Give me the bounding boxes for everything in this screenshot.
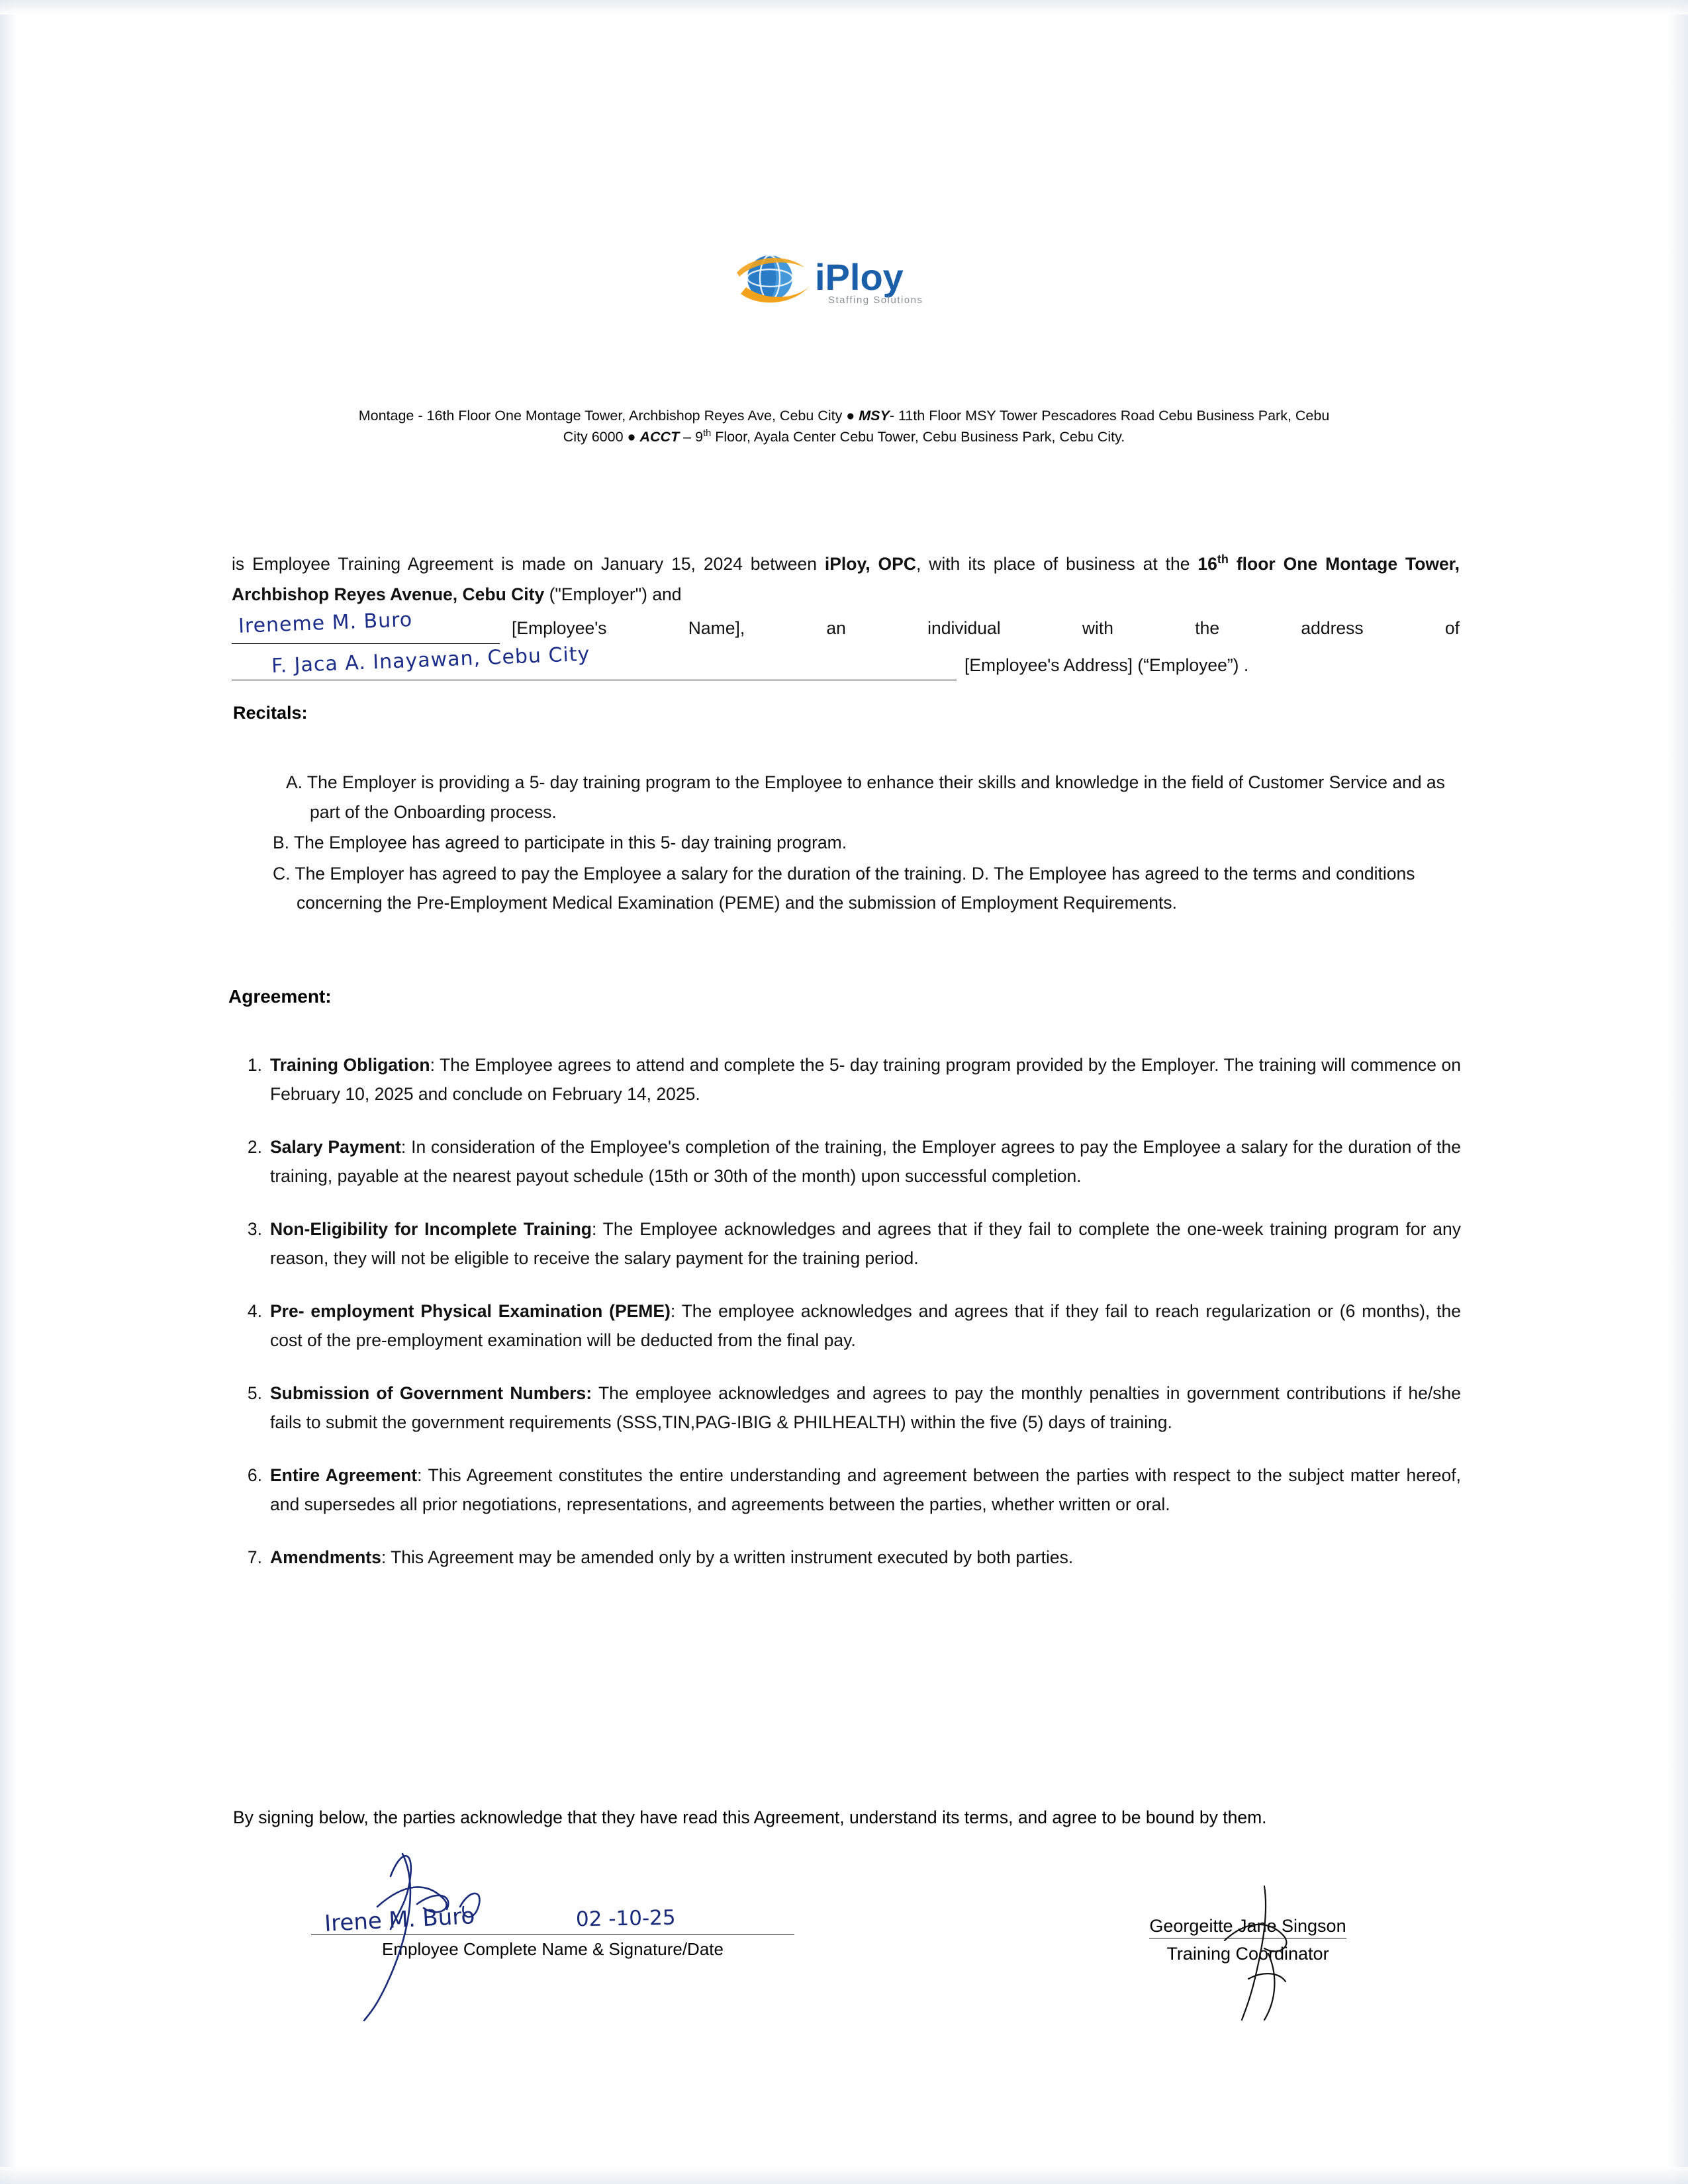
clause-2-text: : In consideration of the Employee's completion of the training, the Employer agrees to pay the Employee a salary for the duration of the training, payable at the nearest payout schedule (15th or 30th of the month) upon successful completion. bbox=[270, 1136, 1461, 1186]
scan-edge-right bbox=[1668, 0, 1688, 2184]
clause-5 bbox=[233, 1379, 1461, 1437]
employee-signature-line[interactable] bbox=[311, 1889, 794, 1935]
employee-signature-date: 02 -10-25 bbox=[575, 1905, 676, 1932]
clause-7-text: : This Agreement may be amended only by a written instrument executed by both parties. bbox=[381, 1547, 1074, 1567]
clause-5-number: 5. bbox=[247, 1383, 262, 1403]
recital-item-b: B. The Employee has agreed to participate in this 5- day training program. bbox=[273, 833, 847, 853]
clause-6-title: Entire Agreement bbox=[270, 1465, 418, 1485]
clause-1-number: 1. bbox=[247, 1055, 262, 1075]
logo-tagline: Staffing Solutions bbox=[828, 295, 923, 306]
agreement-heading: Agreement: bbox=[228, 986, 332, 1007]
addr-acct-text2: Floor, Ayala Center Cebu Tower, Cebu Business Park, Cebu City. bbox=[711, 429, 1125, 445]
intro-company: iPloy, OPC bbox=[824, 554, 916, 574]
intro-paragraph bbox=[232, 549, 1460, 680]
clause-2 bbox=[233, 1133, 1461, 1191]
clause-6-number: 6. bbox=[247, 1465, 262, 1485]
intro-address-1: 16 bbox=[1197, 554, 1217, 574]
scan-edge-top bbox=[0, 0, 1688, 15]
employee-signature-handwriting: Irene M. Buro bbox=[324, 1903, 476, 1937]
clause-3-number: 3. bbox=[247, 1218, 262, 1239]
employee-signature-caption: Employee Complete Name & Signature/Date bbox=[382, 1939, 724, 1959]
employee-address-handwriting: F. Jaca A. Inayawan, Cebu City bbox=[271, 642, 590, 678]
clause-4-text: : The employee acknowledges and agrees that if they fail to reach regularization or (6 months), the cost of the pre-employment examination will be deducted from the final pay. bbox=[270, 1300, 1461, 1350]
intro-part4: [Employee's Name], an individual with the address of bbox=[512, 618, 1460, 639]
clause-2-number: 2. bbox=[247, 1136, 262, 1157]
clause-1-text: : The Employee agrees to attend and complete the 5- day training program provided by the Employer. The training will commence on February 10, 2025 and conclude on February 14, 2025. bbox=[270, 1055, 1462, 1104]
addr-montage-text: - 16th Floor One Montage Tower, Archbishop Reyes Ave, Cebu City ● bbox=[414, 408, 859, 424]
globe-swoosh-icon bbox=[737, 255, 811, 302]
clause-7-title: Amendments bbox=[270, 1547, 381, 1567]
clause-6-text: : This Agreement constitutes the entire understanding and agreement between the parties with respect to the subject matter hereof, and supersedes all prior negotiations, representations, and agreements between the parties, whether written or oral. bbox=[270, 1465, 1462, 1514]
logo-brand-text: iPloy bbox=[815, 256, 904, 298]
addr-msy-label: MSY bbox=[859, 408, 890, 424]
recital-item-a: A. The Employer is providing a 5- day training program to the Employee to enhance their skills and knowledge in the field of Customer Service and as part of the Onboarding process. bbox=[286, 772, 1445, 822]
intro-address-2: floor One Montage Tower, Archbishop Reyes Avenue, Cebu City bbox=[232, 554, 1460, 604]
clause-7-number: 7. bbox=[247, 1547, 262, 1567]
clause-5-text: The employee acknowledges and agrees to pay the monthly penalties in government contributions if he/she fails to submit the government requirements (SSS,TIN,PAG-IBIG & PHILHEALTH) within the five (5) days of training. bbox=[270, 1383, 1461, 1432]
clause-3-title: Non-Eligibility for Incomplete Training bbox=[270, 1218, 592, 1239]
scan-edge-bottom bbox=[0, 2167, 1688, 2184]
clause-1 bbox=[233, 1051, 1461, 1109]
coordinator-signature-block bbox=[1099, 1916, 1397, 1964]
iploy-logo bbox=[731, 245, 950, 324]
intro-part2: , with its place of business at the bbox=[915, 554, 1198, 574]
recitals-heading: Recitals: bbox=[233, 703, 308, 723]
addr-acct-label: ACCT bbox=[639, 429, 680, 445]
clause-1-title: Training Obligation bbox=[270, 1055, 430, 1075]
agreement-clauses bbox=[233, 1051, 1461, 1596]
addr-acct-text1: – 9 bbox=[679, 429, 704, 445]
employee-address-field[interactable] bbox=[232, 642, 957, 680]
employee-name-handwriting: Ireneme M. Buro bbox=[238, 608, 413, 639]
recitals-list bbox=[273, 768, 1458, 919]
addr-msy-text: - 11th Floor MSY Tower Pescadores Road Cebu Business Park, Cebu bbox=[889, 408, 1330, 424]
coordinator-name: Georgeitte Jane Singson bbox=[1149, 1916, 1346, 1938]
clause-3 bbox=[233, 1215, 1461, 1273]
addr-acct-sup: th bbox=[703, 428, 712, 439]
clause-2-title: Salary Payment bbox=[270, 1136, 401, 1157]
intro-part5: [Employee's Address] (“Employee”) . bbox=[964, 655, 1249, 675]
employee-name-field[interactable] bbox=[232, 608, 500, 644]
clause-4-number: 4. bbox=[247, 1300, 262, 1321]
intro-part1: is Employee Training Agreement is made on January 15, 2024 between bbox=[232, 554, 825, 574]
coordinator-role: Training Coordinator bbox=[1166, 1944, 1329, 1964]
clause-5-title: Submission of Government Numbers: bbox=[270, 1383, 592, 1403]
addr-montage-label: Montage bbox=[358, 408, 414, 424]
clause-7 bbox=[233, 1543, 1461, 1572]
closing-paragraph: By signing below, the parties acknowledge that they have read this Agreement, understand its terms, and agree to be bound by them. bbox=[233, 1807, 1267, 1827]
addr-city-text: City 6000 ● bbox=[563, 429, 640, 445]
employee-signature-block bbox=[311, 1889, 794, 1960]
clause-6 bbox=[233, 1461, 1461, 1520]
clause-4 bbox=[233, 1297, 1461, 1355]
clause-3-text: : The Employee acknowledges and agrees that if they fail to complete the one-week training program for any reason, they will not be eligible to receive the salary payment for the training period. bbox=[270, 1218, 1461, 1268]
scan-edge-left bbox=[0, 0, 17, 2184]
intro-part3: ("Employer") and bbox=[544, 584, 682, 604]
clause-4-title: Pre- employment Physical Examination (PEME) bbox=[270, 1300, 671, 1321]
header-address bbox=[238, 405, 1450, 448]
recital-item-c: C. The Employer has agreed to pay the Employee a salary for the duration of the training. D. The Employee has agreed to the terms and conditions concerning the Pre-Employment Medical Examination (PEME) and the submission of Employment Requirements. bbox=[273, 863, 1415, 913]
intro-address-sup: th bbox=[1217, 553, 1229, 567]
